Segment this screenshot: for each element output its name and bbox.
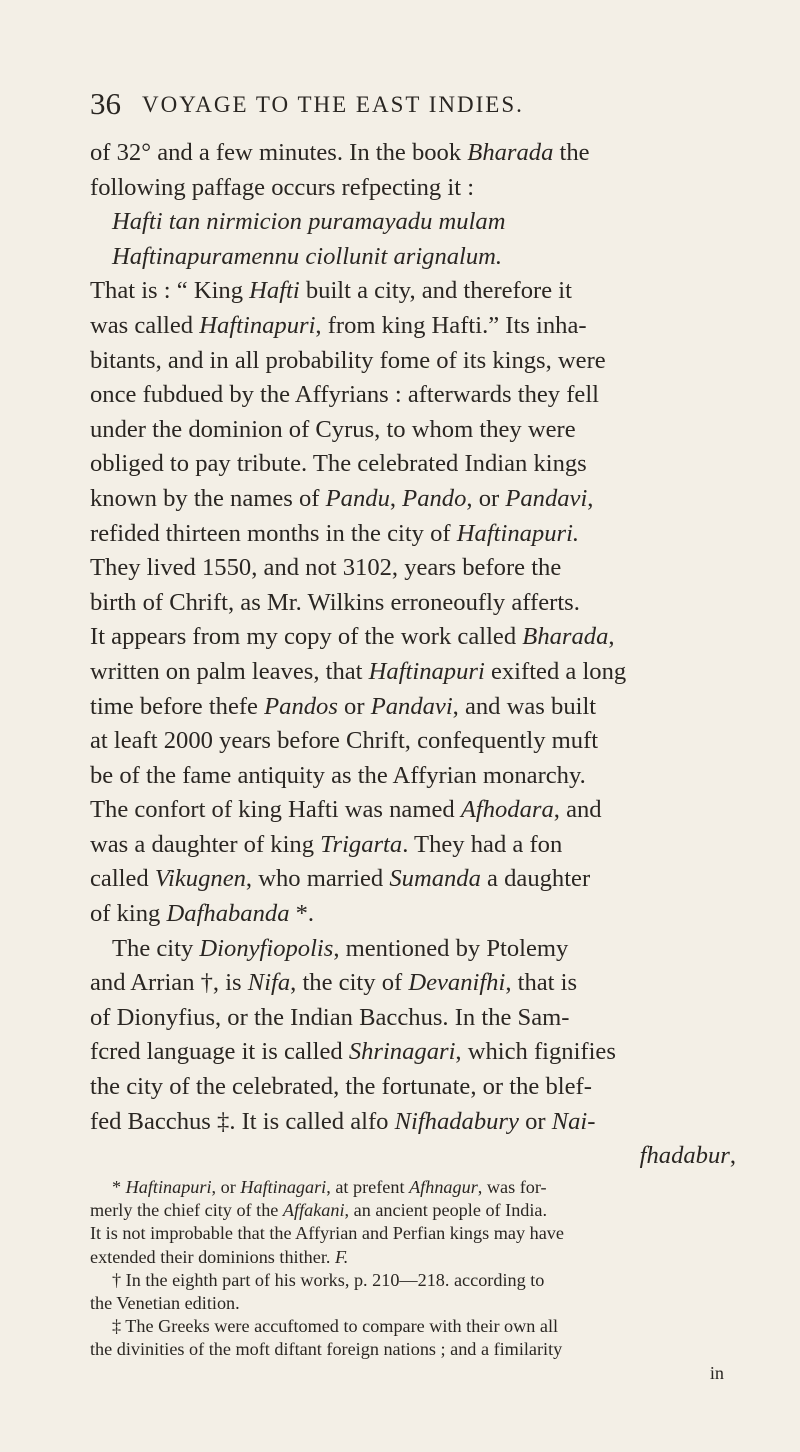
running-head (90, 86, 730, 120)
text-line: time before thefe Pandos or Pandavi, and was built (90, 692, 597, 720)
text-line: at leaft 2000 years before Chrift, confequently muft (90, 727, 599, 755)
text-line: under the dominion of Cyrus, to whom they were (90, 415, 576, 443)
text-line: and Arrian †, is Nifa, the city of Devanifhi, that is (90, 969, 578, 997)
footnote-line: the divinities of the moft diftant foreign nations ; and a fimilarity (90, 1339, 563, 1360)
text-line: known by the names of Pandu, Pando, or Pandavi, (90, 484, 594, 512)
text-line: be of the fame antiquity as the Affyrian monarchy. (90, 761, 586, 789)
text-line: following paffage occurs refpecting it : (90, 173, 475, 201)
text-line: The confort of king Hafti was named Afhodara, and (90, 796, 602, 824)
footnote-line: merly the chief city of the Affakani, an ancient people of India. (90, 1200, 548, 1221)
quoted-verse-line: Hafti tan nirmicion puramayadu mulam (112, 208, 506, 236)
text-line: fed Bacchus ‡. It is called alfo Nifhadabury or Nai- (90, 1107, 596, 1135)
text-line: called Vikugnen, who married Sumanda a daughter (90, 865, 591, 893)
footnotes (90, 1176, 750, 1385)
footnote-line: * Haftinapuri, or Haftinagari, at prefent Afhnagur, was for- (112, 1177, 547, 1197)
footnote-line: the Venetian edition. (90, 1293, 240, 1314)
text-line: They lived 1550, and not 3102, years before the (90, 554, 562, 582)
page-number: 36 (90, 86, 121, 121)
text-line: The city Dionyfiopolis, mentioned by Ptolemy (112, 934, 569, 962)
footnote-line: ‡ The Greeks were accuftomed to compare with their own all (112, 1316, 559, 1337)
main-text (90, 136, 740, 1174)
running-title: VOYAGE TO THE EAST INDIES. (142, 92, 524, 117)
text-line: refided thirteen months in the city of Haftinapuri. (90, 519, 580, 547)
text-line: of 32° and a few minutes. In the book Bharada the (90, 139, 590, 166)
text-line: bitants, and in all probability fome of its kings, were (90, 346, 606, 374)
footnote-line: † In the eighth part of his works, p. 210—218. according to (112, 1269, 545, 1290)
text-line: That is : “ King Hafti built a city, and therefore it (90, 277, 572, 305)
text-line: fcred language it is called Shrinagari, which fignifies (90, 1038, 616, 1066)
text-line: was called Haftinapuri, from king Hafti.” Its inha- (90, 311, 587, 339)
text-line: birth of Chrift, as Mr. Wilkins erroneoufly afferts. (90, 588, 580, 616)
text-line: It appears from my copy of the work called Bharada, (90, 623, 615, 651)
text-line: obliged to pay tribute. The celebrated Indian kings (90, 450, 587, 478)
catchword: in (709, 1362, 724, 1383)
text-line: fhadabur, (639, 1142, 736, 1170)
text-line: of king Dafhabanda *. (90, 900, 315, 928)
footnote-line: It is not improbable that the Affyrian and Perfian kings may have (90, 1223, 564, 1244)
text-line: once fubdued by the Affyrians : afterwards they fell (90, 381, 600, 409)
text-line: of Dionyfius, or the Indian Bacchus. In the Sam- (90, 1003, 570, 1031)
quoted-verse-line: Haftinapuramennu ciollunit arignalum. (112, 242, 503, 270)
text-line: the city of the celebrated, the fortunate, or the blef- (90, 1073, 592, 1101)
text-line: was a daughter of king Trigarta. They had a fon (90, 830, 563, 858)
text-line: written on palm leaves, that Haftinapuri exifted a long (90, 657, 627, 685)
footnote-line: extended their dominions thither. F. (90, 1246, 349, 1267)
